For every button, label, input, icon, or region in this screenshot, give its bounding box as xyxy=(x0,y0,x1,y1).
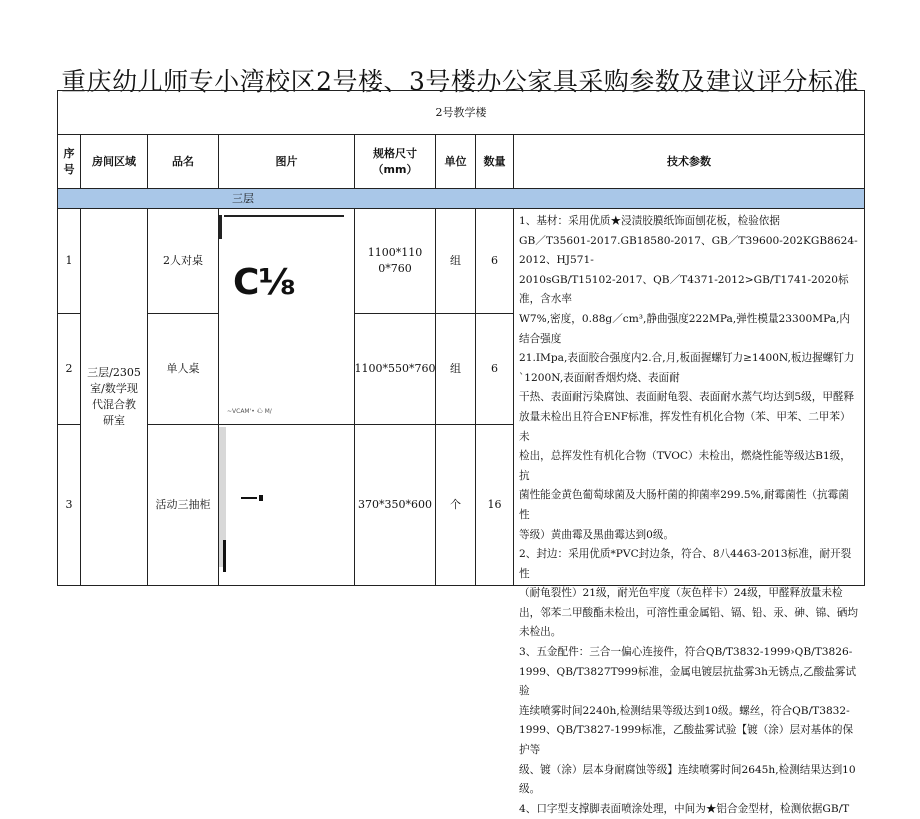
cabinet-handle-dot xyxy=(259,495,263,501)
row-seq: 3 xyxy=(57,424,81,586)
spec-line: 1999、QB/T3827T999标准，金属电镀层抗盐雾3h无锈点,乙酸盐雾试验 xyxy=(519,665,857,698)
row-name: 2人对桌 xyxy=(147,208,219,314)
spec-line: 2010sGB/T15102-2017、QB／T4371-2012>GB/T1741-2020标准，含水率 xyxy=(519,273,849,306)
spec-line: 级、镀（涂）层本身耐腐蚀等级】连续喷雾时间2645h,检测结果达到10级。 xyxy=(519,763,856,796)
row-qty: 6 xyxy=(475,208,514,314)
header-spec: 技术参数 xyxy=(513,134,865,189)
row-size: 1100*550*760 xyxy=(354,313,436,425)
spec-line: 放量未检出且符合ENF标准，挥发性有机化合物（苯、甲苯、二甲苯）未 xyxy=(519,410,851,443)
header-unit: 单位 xyxy=(435,134,476,189)
image-frame-line xyxy=(224,215,344,217)
spec-line: `1200N,表面耐香烟灼烧、表面耐 xyxy=(519,371,680,384)
header-room: 房间区域 xyxy=(80,134,148,189)
row-qty: 16 xyxy=(475,424,514,586)
spec-line: 检出，总挥发性有机化合物（TVOC）未检出，燃烧性能等级达B1级，抗 xyxy=(519,450,851,482)
spec-line: （耐龟裂性）21级，耐光色牢度（灰色样卡）24级，甲醛释放量未检 xyxy=(519,587,843,600)
floor-band: 三层 xyxy=(57,188,865,209)
cabinet-image-bar xyxy=(223,540,226,572)
spec-line: 出，邻苯二甲酸酯未检出，可溶性重金属铅、镉、铅、汞、砷、锦、硒均 xyxy=(519,606,858,619)
spec-line: 1999、QB/T3827-1999标准，乙酸盐雾试验【镀（涂）层对基体的保护等 xyxy=(519,724,854,757)
room-area: 三层/2305室/数学现代混合教研室 xyxy=(80,208,148,586)
cabinet-handle-mark xyxy=(241,497,257,499)
header-qty: 数量 xyxy=(475,134,514,189)
row-seq: 2 xyxy=(57,313,81,425)
spec-line: 21.IMpa,表面胶合强度内2.合,月,板面握螺钉力≥1400N,板边握螺钉力 xyxy=(519,352,855,365)
row-unit: 组 xyxy=(435,313,476,425)
header-name: 品名 xyxy=(147,134,219,189)
spec-line: W7%,密度，0.88g／cm³,静曲强度222MPa,弹性模量23300MPa,内结合强度 xyxy=(519,312,851,345)
spec-line: 4、口字型支撑脚表面喷涂处理，中间为★铝合金型材，检测依据GB/T xyxy=(519,802,850,815)
spec-line: 等级）黄曲霉及黑曲霉达到0级。 xyxy=(519,528,675,541)
row-unit: 组 xyxy=(435,208,476,314)
spec-line: 连续喷雾时间2240h,检测结果等级达到10级。螺丝，符合QB/T3832- xyxy=(519,704,850,717)
header-seq: 序号 xyxy=(57,134,81,189)
row-seq: 1 xyxy=(57,208,81,314)
spec-line: 2、封边：采用优质*PVC封边条，符合、8八4463-2013标准，耐开裂性 xyxy=(519,548,852,580)
document-title: 重庆幼儿师专小湾校区2号楼、3号楼办公家具采购参数及建议评分标准 xyxy=(61,67,859,96)
image-frame-mark xyxy=(219,215,222,239)
row-name: 活动三抽柜 xyxy=(147,424,219,586)
row-unit: 个 xyxy=(435,424,476,586)
product-image-cell xyxy=(218,208,355,425)
row-name: 单人桌 xyxy=(147,313,219,425)
building-name: 2号教学楼 xyxy=(57,90,865,135)
row-qty: 6 xyxy=(475,313,514,425)
spec-line: 干热、表面耐污染腐蚀、表面耐龟裂、表面耐水蒸气均达到5级，甲醛释 xyxy=(519,391,855,404)
row-size: 370*350*600 xyxy=(354,424,436,586)
product-image-cell xyxy=(218,424,355,586)
header-image: 图片 xyxy=(218,134,355,189)
spec-line: 3、五金配件：三合一偏心连接件，符合QB/T3832-1999›QB/T3826- xyxy=(519,646,853,659)
row-size: 1100*1100*760 xyxy=(354,208,436,314)
technical-spec-text xyxy=(513,208,865,815)
image-text-fragment: C⅛ xyxy=(233,262,295,303)
spec-line: 1、基材：采用优质★浸渍胶膜纸饰面刨花板，检验依据 xyxy=(519,215,780,227)
image-caption-fragment: ~VCAM'• 心 M/ xyxy=(227,408,272,415)
spec-line: 菌性能金黄色葡萄球菌及大肠杆菌的抑菌率299.5%,耐霉菌性（抗霉菌性 xyxy=(519,489,849,521)
spec-line: GB／T35601-2017.GB18580-2017、GB／T39600-202KGB8624-2012、HJ571- xyxy=(519,234,858,267)
spec-table xyxy=(57,90,865,815)
spec-line: 未检出。 xyxy=(519,626,562,639)
header-size: 规格尺寸（mm） xyxy=(354,134,436,189)
spec-lines xyxy=(519,212,859,819)
